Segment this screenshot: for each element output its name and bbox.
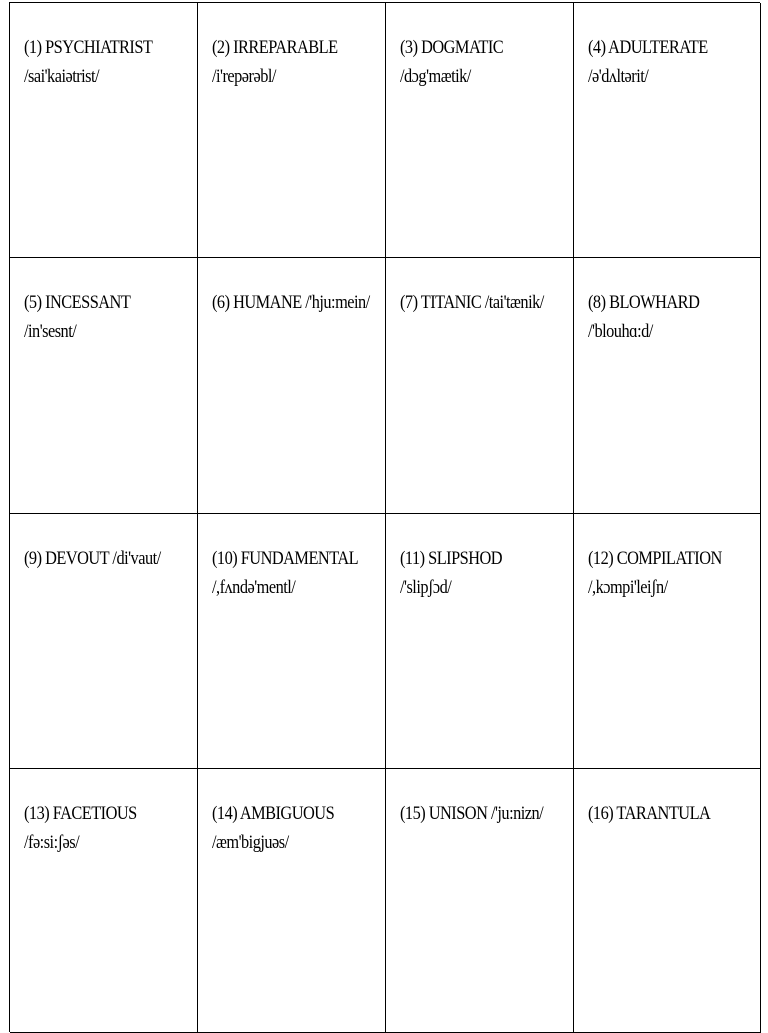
vocab-cell-4 [574,3,761,258]
vocab-word: (5) INCESSANT [24,292,131,313]
vocab-word: (8) BLOWHARD [588,292,700,313]
vocab-word: (15) UNISON [400,803,488,824]
vocab-word: (2) IRREPARABLE [212,37,338,58]
vocab-cell-12 [574,514,761,769]
vocab-cell-13 [10,769,198,1033]
vocab-word: (7) TITANIC [400,292,482,313]
vocab-pronunciation: /'slipʃɔd/ [400,577,452,598]
vocab-cell-1 [10,3,198,258]
vocab-pronunciation: /,fʌndə'mentl/ [212,577,296,598]
vocab-word: (14) AMBIGUOUS [212,803,335,824]
vocab-pronunciation: /,kɔmpi'leiʃn/ [588,577,668,598]
vocab-word: (6) HUMANE [212,292,302,313]
vocab-word: (1) PSYCHIATRIST [24,37,153,58]
vocab-cell-15 [386,769,574,1033]
vocab-word: (4) ADULTERATE [588,37,708,58]
vocab-word: (10) FUNDAMENTAL [212,548,359,569]
vocab-pronunciation: /dɔg'mætik/ [400,66,471,87]
vocab-pronunciation: /i'repərəbl/ [212,66,276,87]
vocab-pronunciation: /in'sesnt/ [24,321,77,342]
vocab-cell-14 [198,769,386,1033]
vocab-pronunciation: /di'vaut/ [112,548,161,569]
vocab-pronunciation: /fə:si:ʃəs/ [24,832,80,853]
vocab-cell-11 [386,514,574,769]
vocab-cell-10 [198,514,386,769]
vocab-cell-9 [10,514,198,769]
vocab-word: (9) DEVOUT [24,548,109,569]
vocab-word: (3) DOGMATIC [400,37,504,58]
vocab-cell-6 [198,258,386,514]
vocab-cell-5 [10,258,198,514]
vocab-pronunciation: /æm'bigjuəs/ [212,832,289,853]
vocab-pronunciation: /'blouhɑ:d/ [588,321,653,342]
vocab-word: (16) TARANTULA [588,803,711,824]
vocab-pronunciation: /'ju:nizn/ [490,803,544,824]
vocab-cell-8 [574,258,761,514]
vocab-pronunciation: /tai'tænik/ [484,292,544,313]
vocab-pronunciation: /sai'kaiətrist/ [24,66,100,87]
vocab-cell-2 [198,3,386,258]
vocab-pronunciation: /ə'dʌltərit/ [588,66,649,87]
vocab-word: (13) FACETIOUS [24,803,137,824]
vocabulary-grid [9,2,760,1032]
vocab-cell-16 [574,769,761,1033]
vocab-cell-7 [386,258,574,514]
vocab-cell-3 [386,3,574,258]
vocab-word: (12) COMPILATION [588,548,722,569]
vocab-pronunciation: /'hju:mein/ [305,292,370,313]
vocab-word: (11) SLIPSHOD [400,548,503,569]
